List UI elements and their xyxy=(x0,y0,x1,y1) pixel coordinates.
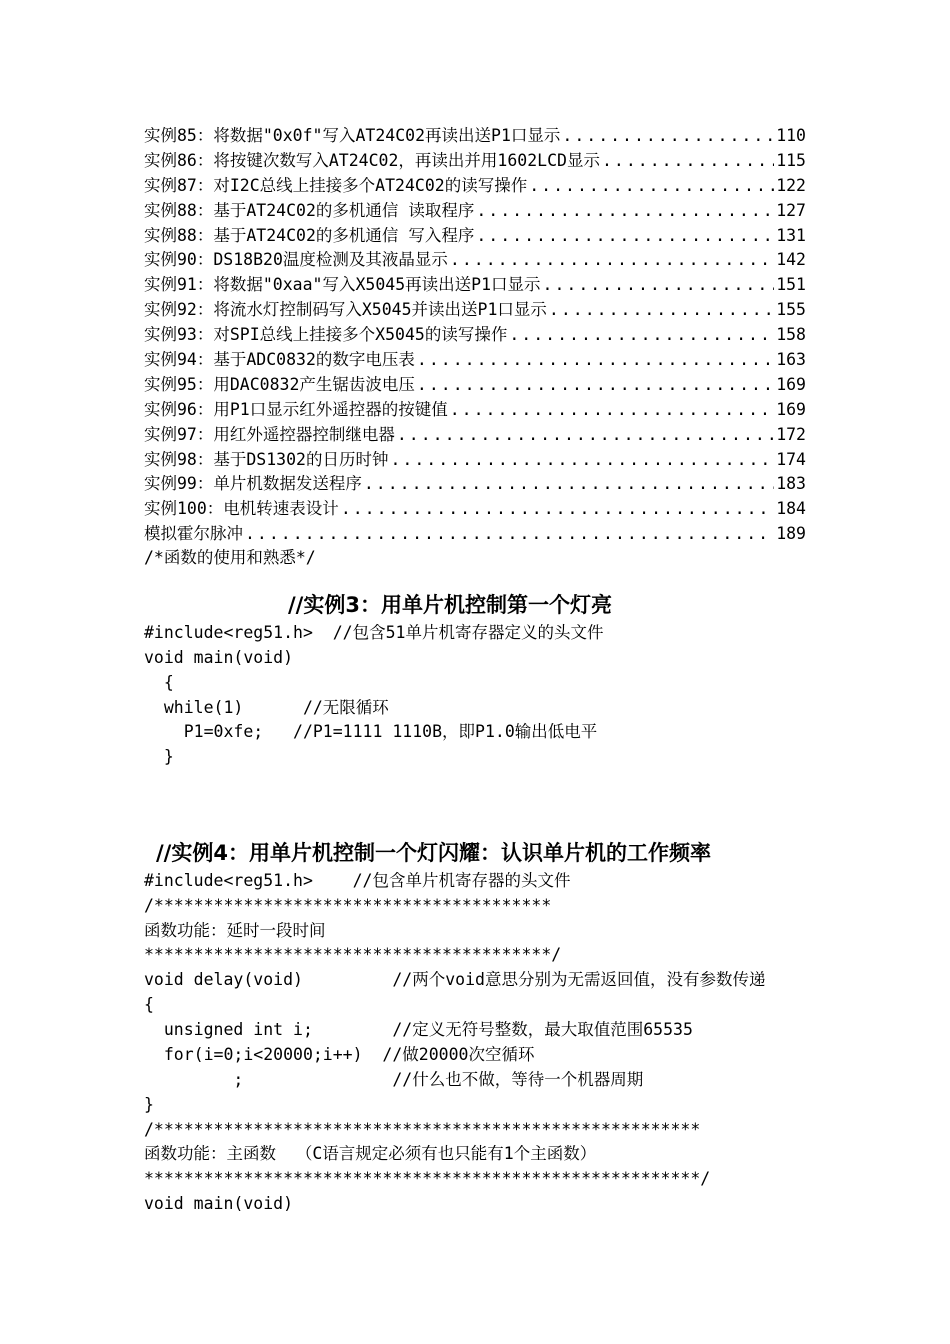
toc-dot-leader xyxy=(341,497,774,522)
toc-entry-page: 183 xyxy=(776,474,806,494)
toc-entry-page: 115 xyxy=(776,150,806,170)
toc-entry xyxy=(144,497,806,522)
toc-entry-title: 实例91：将数据"0xaa"写入X5045再读出送P1口显示 xyxy=(144,275,541,295)
toc-entry xyxy=(144,224,806,249)
toc-entry xyxy=(144,348,806,373)
code-line: *****************************************/ xyxy=(144,945,562,964)
code-line: /**************************************** xyxy=(144,896,552,915)
toc-dot-leader xyxy=(450,248,774,273)
toc-dot-leader xyxy=(390,448,774,473)
code-line: while(1) //无限循环 xyxy=(144,698,389,717)
toc-entry xyxy=(144,522,806,547)
code-line: } xyxy=(144,1095,154,1114)
toc-entry xyxy=(144,174,806,199)
toc-entry-page: 142 xyxy=(776,250,806,270)
toc-dot-leader xyxy=(417,348,774,373)
toc-entry-page: 189 xyxy=(776,524,806,544)
toc-entry-title: 实例88：基于AT24C02的多机通信 写入程序 xyxy=(144,225,475,245)
toc-entry-title: 实例96：用P1口显示红外遥控器的按键值 xyxy=(144,399,448,419)
toc-entry xyxy=(144,298,806,323)
toc-entry-page: 163 xyxy=(776,350,806,370)
toc-entry-title: 实例99：单片机数据发送程序 xyxy=(144,474,362,494)
toc-entry-title: 实例90：DS18B20温度检测及其液晶显示 xyxy=(144,250,448,270)
toc-entry-page: 127 xyxy=(776,200,806,220)
toc-entry-title: 模拟霍尔脉冲 xyxy=(144,524,243,544)
toc-entry xyxy=(144,398,806,423)
code-line: } xyxy=(144,747,174,766)
toc-entry-title: 实例95：用DAC0832产生锯齿波电压 xyxy=(144,374,415,394)
toc-dot-leader xyxy=(602,149,774,174)
example-4-heading: //实例4：用单片机控制一个灯闪耀：认识单片机的工作频率 xyxy=(156,841,711,865)
code-line: 函数功能：主函数 （C语言规定必须有也只能有1个主函数） xyxy=(144,1144,597,1163)
toc-dot-leader xyxy=(543,273,775,298)
toc-entry-title: 实例100：电机转速表设计 xyxy=(144,499,339,519)
toc-entry-page: 174 xyxy=(776,449,806,469)
toc-entry-page: 110 xyxy=(776,126,806,145)
toc-dot-leader xyxy=(529,174,774,199)
toc-entry xyxy=(144,373,806,398)
toc-dot-leader xyxy=(476,224,774,249)
code-line: 函数功能：延时一段时间 xyxy=(144,921,326,940)
toc-entry-page: 169 xyxy=(776,399,806,419)
toc-dot-leader xyxy=(417,373,774,398)
toc-entry xyxy=(144,423,806,448)
toc-dot-leader xyxy=(245,522,774,547)
code-line: void main(void) xyxy=(144,1194,294,1213)
toc-dot-leader xyxy=(476,199,774,224)
toc-entry xyxy=(144,273,806,298)
toc-entry xyxy=(144,323,806,348)
code-line: void main(void) xyxy=(144,648,294,667)
code-line: void delay(void) //两个void意思分别为无需返回值，没有参数传递 xyxy=(144,970,766,989)
toc-entry xyxy=(144,149,806,174)
toc-entry-page: 172 xyxy=(776,424,806,444)
toc-entry xyxy=(144,448,806,473)
toc-entry-page: 122 xyxy=(776,175,806,195)
code-line: #include<reg51.h> //包含单片机寄存器的头文件 xyxy=(144,871,571,890)
toc-entry-page: 155 xyxy=(776,300,806,320)
toc-entry-page: 131 xyxy=(776,225,806,245)
toc-entry-title: 实例93：对SPI总线上挂接多个X5045的读写操作 xyxy=(144,325,508,345)
code-line: unsigned int i; //定义无符号整数，最大取值范围65535 xyxy=(144,1020,693,1039)
toc-entry xyxy=(144,199,806,224)
code-line: #include<reg51.h> //包含51单片机寄存器定义的头文件 xyxy=(144,623,604,642)
toc-entry-page: 184 xyxy=(776,499,806,519)
toc-entry-title: 实例87：对I2C总线上挂接多个AT24C02的读写操作 xyxy=(144,175,528,195)
code-line: ; //什么也不做，等待一个机器周期 xyxy=(144,1070,644,1089)
toc-entry-page: 169 xyxy=(776,374,806,394)
toc-dot-leader xyxy=(450,398,774,423)
comment-line: /*函数的使用和熟悉*/ xyxy=(144,548,316,567)
code-line: /******************************************************* xyxy=(144,1120,701,1139)
toc-entry-title: 实例98：基于DS1302的日历时钟 xyxy=(144,449,389,469)
toc-entry-title: 实例85：将数据"0x0f"写入AT24C02再读出送P1口显示 xyxy=(144,126,561,145)
toc-entry xyxy=(144,248,806,273)
toc-entry xyxy=(144,472,806,497)
toc-dot-leader xyxy=(562,124,774,149)
code-line: { xyxy=(144,673,174,692)
toc-dot-leader xyxy=(549,298,774,323)
example-3-heading: //实例3：用单片机控制第一个灯亮 xyxy=(288,593,612,617)
toc-dot-leader xyxy=(397,423,774,448)
toc-entry-page: 158 xyxy=(776,325,806,345)
toc-entry xyxy=(144,124,806,149)
toc-entry-title: 实例97：用红外遥控器控制继电器 xyxy=(144,424,395,444)
code-line: ********************************************************/ xyxy=(144,1169,711,1188)
toc-dot-leader xyxy=(364,472,774,497)
toc-entry-title: 实例88：基于AT24C02的多机通信 读取程序 xyxy=(144,200,475,220)
code-line: for(i=0;i<20000;i++) //做20000次空循环 xyxy=(144,1045,535,1064)
table-of-contents xyxy=(144,124,806,547)
toc-entry-title: 实例86：将按键次数写入AT24C02，再读出并用1602LCD显示 xyxy=(144,150,600,170)
toc-entry-title: 实例92：将流水灯控制码写入X5045并读出送P1口显示 xyxy=(144,300,547,320)
toc-dot-leader xyxy=(509,323,774,348)
toc-entry-page: 151 xyxy=(776,275,806,295)
toc-entry-title: 实例94：基于ADC0832的数字电压表 xyxy=(144,350,415,370)
code-line: { xyxy=(144,995,154,1014)
code-line: P1=0xfe; //P1=1111 1110B，即P1.0输出低电平 xyxy=(144,722,598,741)
